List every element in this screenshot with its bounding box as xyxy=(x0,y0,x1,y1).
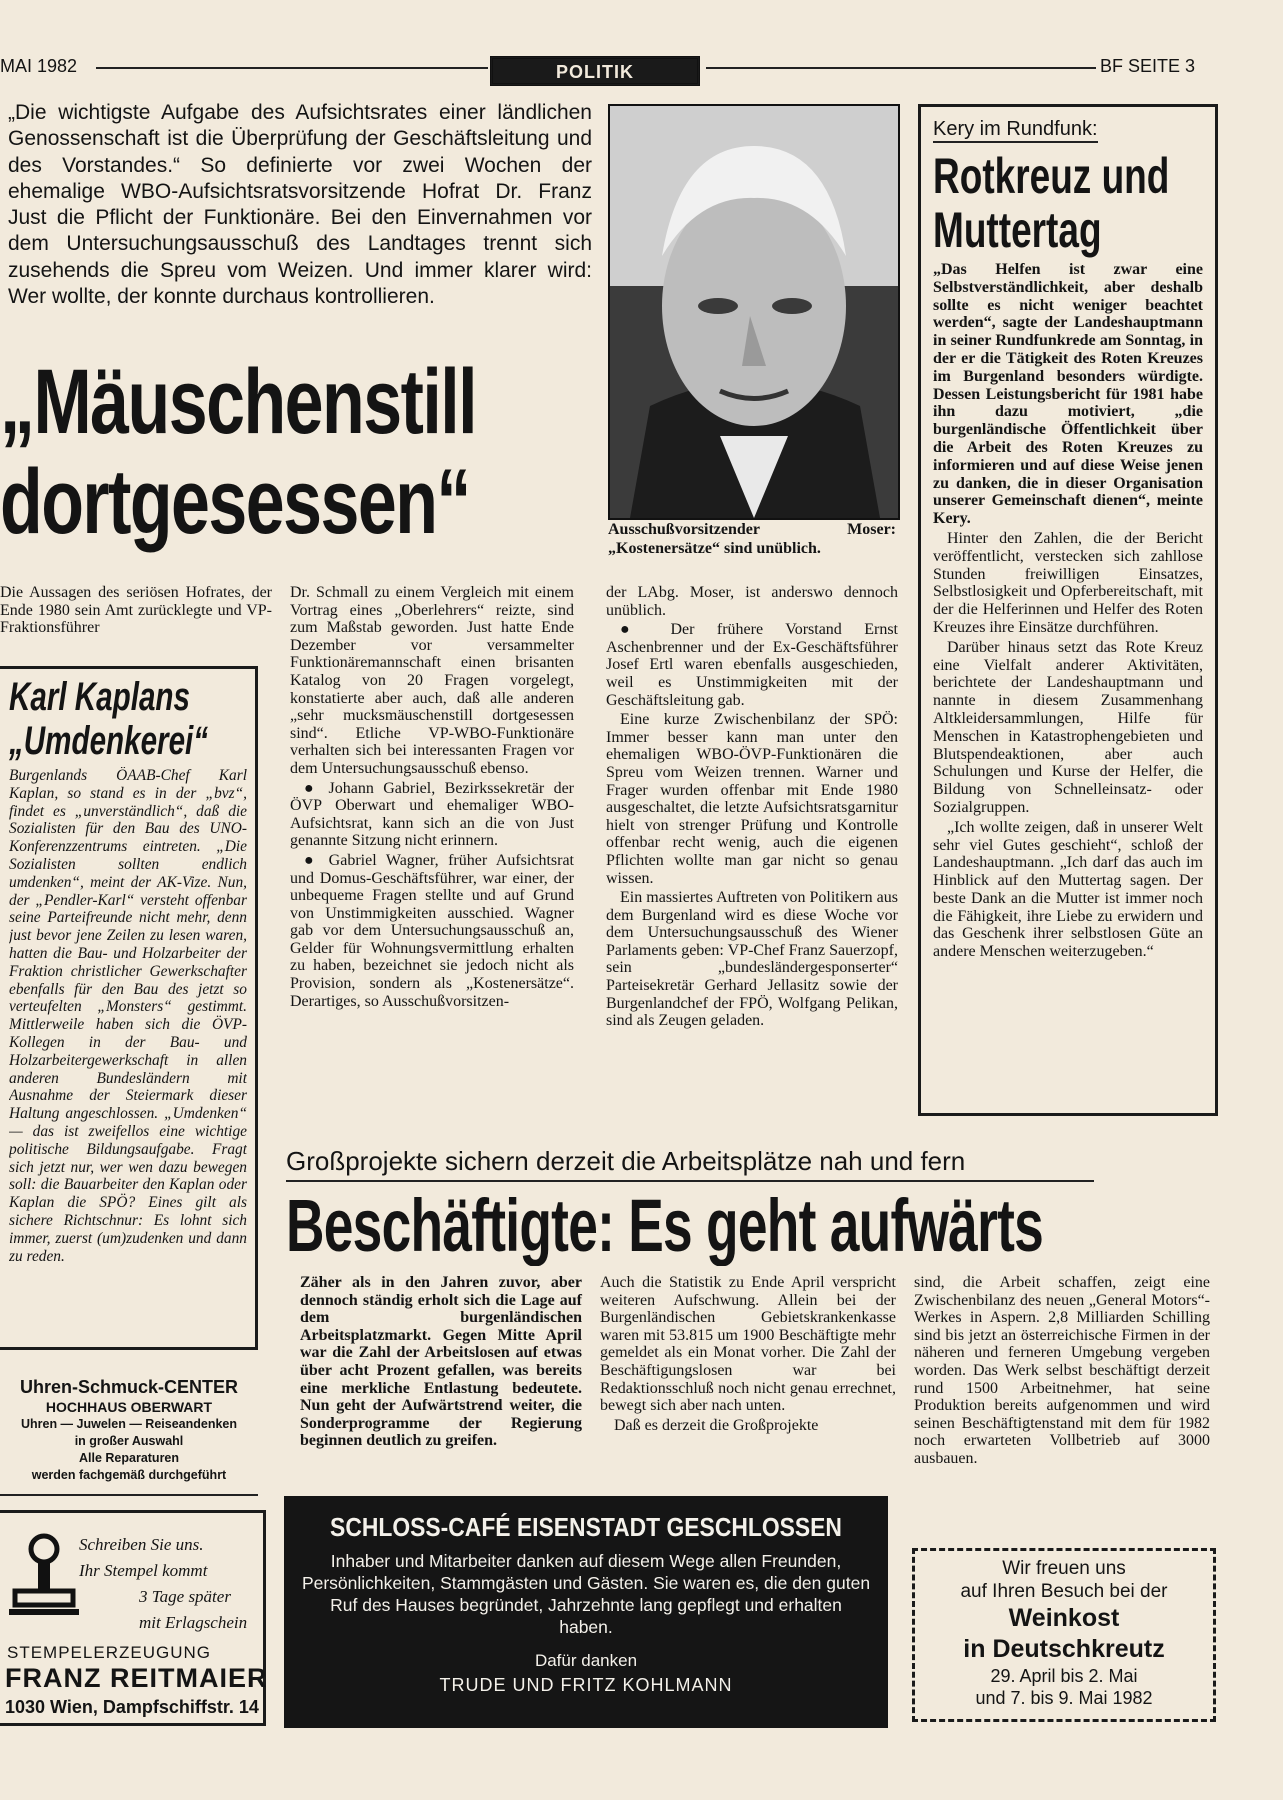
ad-stempel-label: STEMPELERZEUGUNG xyxy=(7,1643,211,1662)
jobs-col2-para-2: Daß es derzeit die Großprojekte xyxy=(614,1416,819,1434)
main-col-3 xyxy=(606,584,898,1124)
stamp-icon xyxy=(9,1531,79,1617)
ad-stempel-script2: Ihr Stempel kommt xyxy=(79,1561,208,1580)
jobs-kicker-rule xyxy=(286,1180,1094,1182)
main-col3-para-4: Ein massiertes Auftreten von Politikern aus dem Burgenland wird es diese Woche vor dem Untersuchungsausschuß des Wiener Parlaments geben: VP-Chef Franz Sauerzopf, sein „bundesländergesponserter“ Parteisekretär Gerhard Jellasitz sowie der Burgenlandchef der FPÖ, Wolfgang Pelikan, sind als Zeugen geladen. xyxy=(606,889,898,1030)
photo-caption: Ausschußvorsitzender Moser: „Kostenersätze“ sind unüblich. xyxy=(608,521,896,557)
jobs-col-3: sind, die Arbeit schaffen, zeigt eine Zwischenbilanz des neuen „General Motors“-Werkes in Aspern. 2,8 Milliarden Schilling sind bis jetzt an österreichische Firmen in der näheren und ferneren Umgebung vergeben worden. Das Werk selbst beschäftigt derzeit rund 1500 Arbeitnehmer, hat seine Produktion bereits aufgenommen und wird seinen Beschäftigtenstand mit dem für 1982 noch erwarteten Vollbetrieb auf 3000 ausbauen. xyxy=(914,1274,1210,1467)
section-label: POLITIK xyxy=(490,56,700,86)
kery-kicker: Kery im Rundfunk: xyxy=(933,117,1098,143)
main-col3-para-1: der LAbg. Moser, ist anderswo dennoch unüblich. xyxy=(606,584,898,619)
main-col2-para-1: Dr. Schmall zu einem Vergleich mit einem Vortrag eines „Oberlehrers“ reizte, sind zum Maßstab geworden. Just hatte Ende Dezember vor versammelter Funktionäremannschaft einen brisanten Katalog von 20 Fragen vorgelegt, konstatierte aber auch, daß alle anderen „sehr mucksmäuschenstill dortgesessen sind“. Etliche VP-WBO-Funktionäre verhalten sich bei interessanten Fragen vor dem Untersuchungsausschuß ebenso. xyxy=(290,584,574,777)
ad-uhren-line4: werden fachgemäß durchgeführt xyxy=(31,1468,227,1482)
ad-stempel-name: FRANZ REITMAIER xyxy=(5,1663,268,1693)
jobs-lead: Zäher als in den Jahren zuvor, aber dennoch ständig erholt sich die Lage auf dem burgenländischen Arbeitsplatzmarkt. Gegen Mitte April war die Zahl der Arbeitslosen auf etwas über acht Prozent gefallen, was bereits eine merkliche Entlastung bedeutete. Nun geht der Aufwärtstrend weiter, die Sonderprogramme der Regierung beginnen deutlich zu greifen. xyxy=(300,1274,582,1450)
moser-photo xyxy=(608,104,900,520)
main-headline xyxy=(0,352,600,564)
ad-stempel-script4: mit Erlagschein xyxy=(139,1613,248,1632)
ad-weinkost xyxy=(912,1548,1216,1722)
main-col-2 xyxy=(290,584,574,1124)
moser-portrait-image xyxy=(610,106,898,518)
ad-uhren-line3: Alle Reparaturen xyxy=(78,1451,180,1465)
ad-cafe xyxy=(284,1496,888,1728)
ad-uhren-subtitle: HOCHHAUS OBERWART xyxy=(45,1399,213,1415)
main-col2-para-3: ● Gabriel Wagner, früher Aufsichtsrat und Domus-Geschäftsführer, war einer, der unbequeme Fragen stellte und auf Grund von Unstimmigkeiten ausschied. Wagner gab vor dem Untersuchungsausschuß an, Gelder für Wohnungsvermittlung erhalten zu haben, bezeichnet sie jedoch nicht als Provision, sondern als „Kostenersätze“. Derartiges, so Ausschußvorsitzen- xyxy=(290,851,574,1010)
ad-weinkost-line2: auf Ihren Besuch bei der xyxy=(960,1581,1168,1602)
main-col2-para-2: ● Johann Gabriel, Bezirkssekretär der ÖVP Oberwart und ehemaliger WBO-Aufsichtsrat, kann sich an die von Just genannte Sitzung nicht erinnern. xyxy=(290,779,574,850)
kery-box xyxy=(918,104,1218,1116)
jobs-kicker: Großprojekte sichern derzeit die Arbeitsplätze nah und fern xyxy=(286,1146,966,1176)
ad-weinkost-line1: Wir freuen uns xyxy=(1002,1558,1126,1579)
kery-body xyxy=(933,261,1203,961)
kaplan-box xyxy=(0,666,258,1350)
kery-para-1: Hinter den Zahlen, die der Bericht veröffentlicht, verstecken sich zahllose Stunden freiwilligen Einsatzes, Selbstlosigkeit und Opferbereitschaft, mit der die Helferinnen und Helfer des Roten Kreuzes ihre Einsätze durchführen. xyxy=(933,529,1203,636)
header-date: MAI 1982 xyxy=(0,56,78,76)
ad-stempel-script1: Schreiben Sie uns. xyxy=(79,1535,204,1554)
main-col3-para-3: Eine kurze Zwischenbilanz der SPÖ: Immer besser kann man unter den ehemaligen WBO-ÖVP-Funktionären die Spreu vom Weizen trennen. Warner und Frager wurden offenbar mit Ende 1980 ausgeschaltet, die letzte Aufsichtsratsgarnitur hielt von strenger Prüfung und Kontrolle offenbar recht wenig, auch die eigenen Pflichten wollte man gar nicht so genau wissen. xyxy=(606,711,898,887)
ad-cafe-names: TRUDE UND FRITZ KOHLMANN xyxy=(439,1675,733,1695)
kaplan-title-line2: „Umdenkerei“ xyxy=(9,719,209,763)
jobs-col2-para-1: Auch die Statistik zu Ende April verspricht weiteren Aufschwung. Allein bei der Burgenländischen Gebietskrankenkasse waren mit 53.815 um 1900 Beschäftigte mehr gemeldet als ein Monat vorher. Die Zahl der Beschäftigungslosen war bei Redaktionsschluß noch nicht genau errechnet, bewegt sich aber nach unten. xyxy=(600,1274,896,1415)
ad-uhren-line2: in großer Auswahl xyxy=(74,1434,184,1448)
jobs-headline: Beschäftigte: Es geht aufwärts xyxy=(286,1186,1044,1266)
jobs-col-2 xyxy=(600,1274,896,1436)
ad-weinkost-line3: Weinkost xyxy=(1008,1604,1120,1632)
ad-weinkost-line5: 29. April bis 2. Mai xyxy=(990,1666,1138,1686)
ad-uhren-title: Uhren-Schmuck-CENTER xyxy=(19,1377,239,1397)
ad-uhren-line1: Uhren — Juwelen — Reiseandenken xyxy=(20,1417,238,1431)
ad-uhren xyxy=(0,1376,258,1496)
jobs-headline-wrap xyxy=(286,1186,1186,1266)
kaplan-title-line1: Karl Kaplans xyxy=(9,675,190,719)
kery-title-line2: Muttertag xyxy=(933,202,1102,258)
ad-cafe-thanks: Dafür danken xyxy=(534,1651,638,1670)
kery-title-line1: Rotkreuz und xyxy=(933,148,1170,204)
kaplan-body: Burgenlands ÖAAB-Chef Karl Kaplan, so stand es in der „bvz“, findet es „unverständlich“, daß die Sozialisten für den Bau des UNO-Konferenzzentrums eintreten. „Die Sozialisten sollten endlich umdenken“, meint der AK-Vize. Nun, der „Pendler-Karl“ versteht offenbar seine Parteifreunde nicht mehr, denn just bevor jene Zeilen zu lesen waren, hatten die Bau- und Holzarbeiter der Fraktion christlicher Gewerkschafter ebenfalls für den Bau des jetzt so verteufelten „Monsters“ gestimmt. Mittlerweile haben sich die ÖVP-Kollegen in der Bau- und Holzarbeitergewerkschaft in allen anderen Bundesländern mit Ausnahme der Steiermark dieser Haltung angeschlossen. „Umdenken“ — das ist zweifellos eine wichtige politische Bildungsaufgabe. Fragt sich jetzt nur, wer wen dazu bewegen soll: die Bauarbeiter den Kaplan oder Kaplan die SPÖ? Eines gilt als sichere Richtschnur: Es lohnt sich immer, zuerst (um)zudenken und dann zu reden. xyxy=(9,767,247,1265)
main-headline-line2: dortgesessen“ xyxy=(0,451,470,553)
main-col-1 xyxy=(0,584,272,639)
main-col3-para-2: ● Der frühere Vorstand Ernst Aschenbrenner und der Ex-Geschäftsführer Josef Ertl waren ebenfalls ausgeschieden, weil es Unstimmigkeiten mit der Geschäftsleitung gab. xyxy=(606,621,898,709)
ad-stempel-script3: 3 Tage später xyxy=(139,1587,231,1606)
ad-weinkost-line6: und 7. bis 9. Mai 1982 xyxy=(975,1688,1153,1708)
kery-para-2: Darüber hinaus setzt das Rote Kreuz eine Vielfalt anderer Aktivitäten, berichtete der Landeshauptmann und nannte in diesem Zusammenhang Altkleidersammlungen, Hilfe für Menschen in Katastrophengebieten und Blutspendeaktionen, aber auch Schulungen und Kurse der Helfer, die Bildung von Schnelleinsatz- oder Sozialgruppen. xyxy=(933,638,1203,816)
header-page: BF SEITE 3 xyxy=(1100,56,1196,76)
ad-stempel xyxy=(0,1510,266,1726)
ad-cafe-body: Inhaber und Mitarbeiter danken auf diesem Wege allen Freunden, Persönlichkeiten, Stammgästen und Gästen. Sie waren es, die den guten Ruf des Hauses begründet, Jahrzehnte lang gepflegt und erhalten haben. xyxy=(301,1551,871,1637)
main-col1-text: Die Aussagen des seriösen Hofrates, der Ende 1980 sein Amt zurücklegte und VP-Fraktionsführer xyxy=(0,584,272,637)
ad-weinkost-line4: in Deutschkreutz xyxy=(963,1635,1165,1663)
header-rule-right xyxy=(706,67,1096,69)
ad-stempel-address: 1030 Wien, Dampfschiffstr. 14 xyxy=(5,1697,259,1717)
kery-para-3: „Ich wollte zeigen, daß in unserer Welt sehr viel Gutes geschieht“, schloß der Landeshauptmann. „Ich darf das auch im Hinblick auf den Muttertag sagen. Der beste Dank an die Mutter ist immer noch die Fähigkeit, ihre Liebe zu erwidern und das Geschenk ihrer selbstlosen Güte an andere Menschen weiterzugeben.“ xyxy=(933,818,1203,961)
main-headline-line1: „Mäuschenstill xyxy=(0,352,477,453)
ad-cafe-title: SCHLOSS-CAFÉ EISENSTADT GESCHLOSSEN xyxy=(330,1512,842,1542)
kery-lead: „Das Helfen ist zwar eine Selbstverständlichkeit, aber deshalb sollte es nicht weniger beachtet werden“, sagte der Landeshauptmann in seiner Rundfunkrede am Sonntag, in der er die Tätigkeit des Roten Kreuzes im Burgenland besonders würdigte. Dessen Leistungsbericht für 1981 habe ihn dazu motiviert, „die burgenländische Öffentlichkeit über die Arbeit des Roten Kreuzes zu informieren und auf diese Weise jenen zu danken, die in dieser Organisation unserer Gemeinschaft dienen“, meinte Kery. xyxy=(933,261,1203,528)
header-rule-left xyxy=(96,67,488,69)
main-intro: „Die wichtigste Aufgabe des Aufsichtsrates einer ländlichen Genossenschaft ist die Überprüfung der Geschäftsleitung und des Vorstandes.“ So definierte vor zwei Wochen der ehemalige WBO-Aufsichtsratsvorsitzende Hofrat Dr. Franz Just die Pflicht der Funktionäre. Bei den Einvernahmen vor dem Untersuchungsausschuß des Landtages trennt sich zusehends die Spreu vom Weizen. Und immer klarer wird: Wer wollte, der konnte durchaus kontrollieren. xyxy=(8,101,592,309)
